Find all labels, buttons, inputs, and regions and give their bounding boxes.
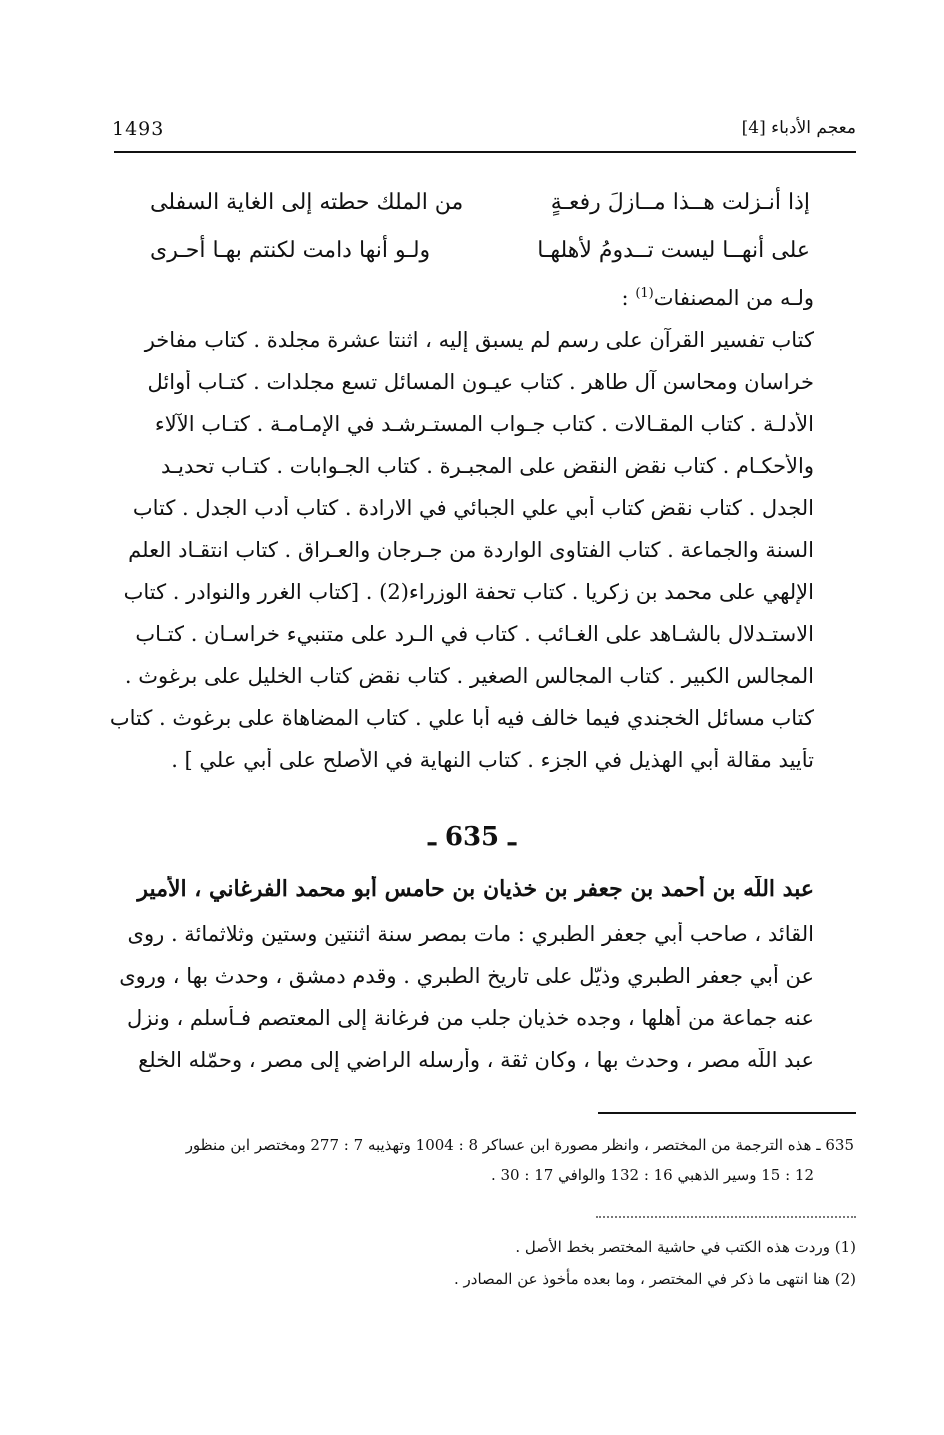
works-intro <box>622 286 814 310</box>
running-title: معجم الأدباء [4] <box>741 118 856 138</box>
paragraph-line: عنه جماعة من أهلها ، وجده خذيان جلب من فرغانة إلى المعتصم فـأسلم ، ونزل <box>126 1006 814 1030</box>
footnote: (2) هنا انتهى ما ذكر في المختصر ، وما بعده مأخوذ عن المصادر . <box>453 1270 856 1288</box>
footnote: (1) وردت هذه الكتب في حاشية المختصر بخط الأصل . <box>515 1238 856 1256</box>
paragraph-line: عن أبي جعفر الطبري وذيّل على تاريخ الطبري . وقدم دمشق ، وحدث بها ، وروى <box>119 964 814 988</box>
footnote-marker: (1) <box>635 286 654 301</box>
paragraph-line: الجدل . كتاب نقض كتاب أبي علي الجبائي في الارادة . كتاب أدب الجدل . كتاب <box>132 496 814 520</box>
page-number: 1493 <box>112 118 165 140</box>
works-intro-text: ولـه من المصنفات <box>653 286 814 310</box>
paragraph-line: والأحكـام . كتاب نقض النقض على المجبـرة . كتاب الجـوابات . كتـاب تحديـد <box>160 454 814 478</box>
source-note-line: 12 : 15 وسير الذهبي 16 : 132 والوافي 17 : 30 . <box>490 1166 814 1184</box>
verse-first-hemistich: على أنهــا ليست تــدومُ لأهلهـا <box>537 238 810 263</box>
paragraph-line: تأييد مقالة أبي الهذيل في الجزء . كتاب النهاية في الأصلح على أبي علي ] . <box>171 748 814 772</box>
verse-first-hemistich: إذا أنـزلت هــذا مــازلَ رفعـةٍ <box>550 190 810 215</box>
page-header <box>112 118 856 148</box>
entry-number: ـ 635 ـ <box>428 822 516 852</box>
header-rule <box>114 151 856 153</box>
verse-second-hemistich: من الملك حطته إلى الغاية السفلى <box>150 190 464 215</box>
paragraph-line: خراسان ومحاسن آل طاهر . كتاب عيـون المسائل تسع مجلدات . كتـاب أوائل <box>147 370 814 394</box>
poem-verse <box>110 238 810 278</box>
verse-second-hemistich: ولـو أنها دامت لكنتم بهـا أحـرى <box>150 238 431 263</box>
poem-verse <box>110 190 810 230</box>
paragraph-line: الإلهي على محمد بن زكريا . كتاب تحفة الوزراء(2) . [كتاب الغرر والنوادر . كتاب <box>123 580 814 604</box>
works-intro-colon: : <box>621 286 636 310</box>
footnote-separator <box>596 1216 856 1218</box>
footnote-rule <box>598 1112 856 1114</box>
paragraph-line: السنة والجماعة . كتاب الفتاوى الواردة من جـرجان والعـراق . كتاب انتقـاد العلم <box>128 538 814 562</box>
entry-heading: عبد اللّه بن أحمد بن جعفر بن خذيان بن حامس أبو محمد الفرغاني ، الأمير <box>137 876 814 902</box>
paragraph-line: عبد اللّه مصر ، وحدث بها ، وكان ثقة ، وأرسله الراضي إلى مصر ، وحمّله الخلع <box>138 1048 814 1072</box>
paragraph-line: المجالس الكبير . كتاب المجالس الصغير . كتاب نقض كتاب الخليل على برغوث . <box>124 664 814 688</box>
paragraph-line: كتاب تفسير القرآن على رسم لم يسبق إليه ، اثنتا عشرة مجلدة . كتاب مفاخر <box>144 328 814 352</box>
source-note-line: 635 ـ هذه الترجمة من المختصر ، وانظر مصورة ابن عساكر 8 : 1004 وتهذيبه 7 : 277 ومختصر ابن منظور <box>185 1136 854 1154</box>
paragraph-line: القائد ، صاحب أبي جعفر الطبري : مات بمصر سنة اثنتين وستين وثلاثمائة . روى <box>127 922 814 946</box>
paragraph-line: الأدلـة . كتاب المقـالات . كتاب جـواب المستـرشـد في الإمـامـة . كتـاب الآلاء <box>154 412 814 436</box>
paragraph-line: الاستـدلال بالشـاهد على الغـائب . كتاب في الـرد على متنبيء خراسـان . كتـاب <box>135 622 814 646</box>
paragraph-line: كتاب مسائل الخجندي فيما خالف فيه أبا علي . كتاب المضاهاة على برغوث . كتاب <box>109 706 814 730</box>
